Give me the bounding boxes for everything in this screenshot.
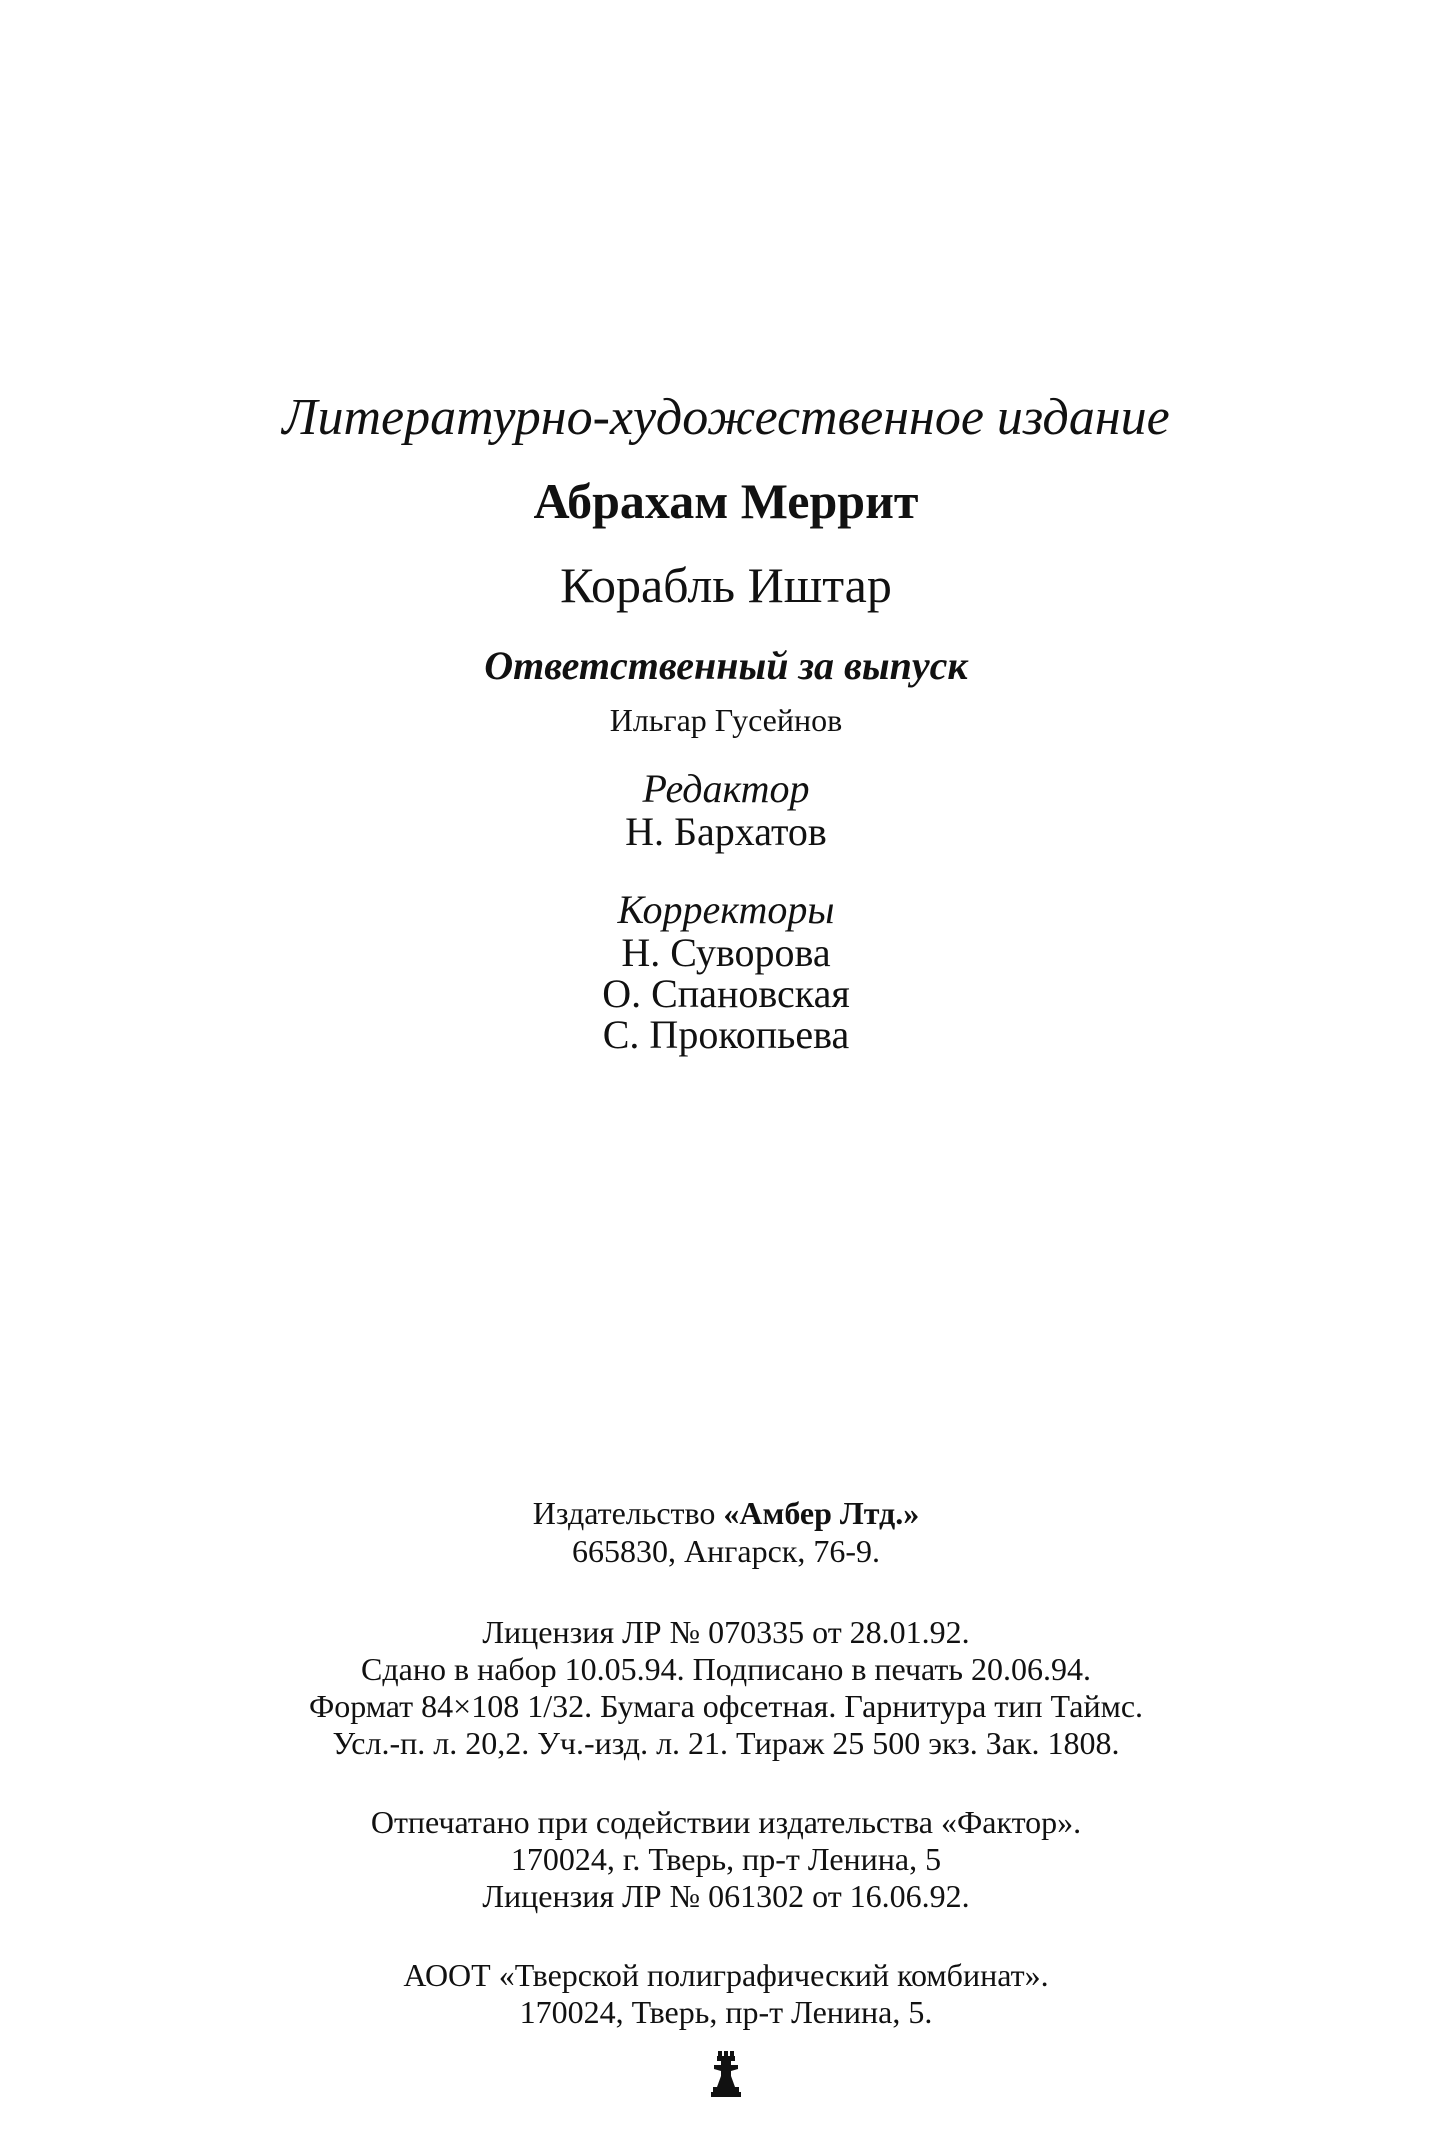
editor-label: Редактор: [642, 766, 810, 811]
editor-name: Н. Бархатов: [625, 809, 827, 854]
corrector-name: Н. Суворова: [621, 930, 831, 975]
publisher-address: 665830, Ангарск, 76-9.: [572, 1533, 880, 1569]
submission-dates: Сдано в набор 10.05.94. Подписано в печать 20.06.94.: [361, 1651, 1091, 1687]
printer-address: 170024, Тверь, пр-т Ленина, 5.: [519, 1994, 933, 2030]
printer-name: АООТ «Тверской полиграфический комбинат».: [403, 1957, 1049, 1993]
responsible-label: Ответственный за выпуск: [484, 643, 968, 688]
print-run-line: Усл.-п. л. 20,2. Уч.-изд. л. 21. Тираж 25 500 экз. Зак. 1808.: [332, 1725, 1120, 1761]
publisher-prefix: Издательство: [532, 1495, 716, 1531]
facilitator-address: 170024, г. Тверь, пр-т Ленина, 5: [510, 1841, 942, 1877]
publisher-name: «Амбер Лтд.»: [723, 1495, 920, 1531]
format-line: Формат 84×108 1/32. Бумага офсетная. Гарнитура тип Таймс.: [308, 1688, 1144, 1724]
author-name: Абрахам Меррит: [533, 473, 919, 529]
publisher-line: [0, 1497, 1452, 1529]
facilitator-line: Отпечатано при содействии издательства «Фактор».: [370, 1804, 1082, 1840]
book-title: Корабль Иштар: [560, 557, 892, 613]
responsible-name: Ильгар Гусейнов: [609, 702, 843, 738]
corrector-name: С. Прокопьева: [602, 1012, 850, 1057]
corrector-name: О. Спановская: [602, 971, 850, 1016]
genre-line: Литературно-художественное издание: [282, 389, 1170, 446]
correctors-label: Корректоры: [617, 887, 835, 932]
printer-emblem-icon: [711, 2051, 741, 2097]
facilitator-license: Лицензия ЛР № 061302 от 16.06.92.: [482, 1878, 970, 1914]
license-line: Лицензия ЛР № 070335 от 28.01.92.: [482, 1614, 970, 1650]
